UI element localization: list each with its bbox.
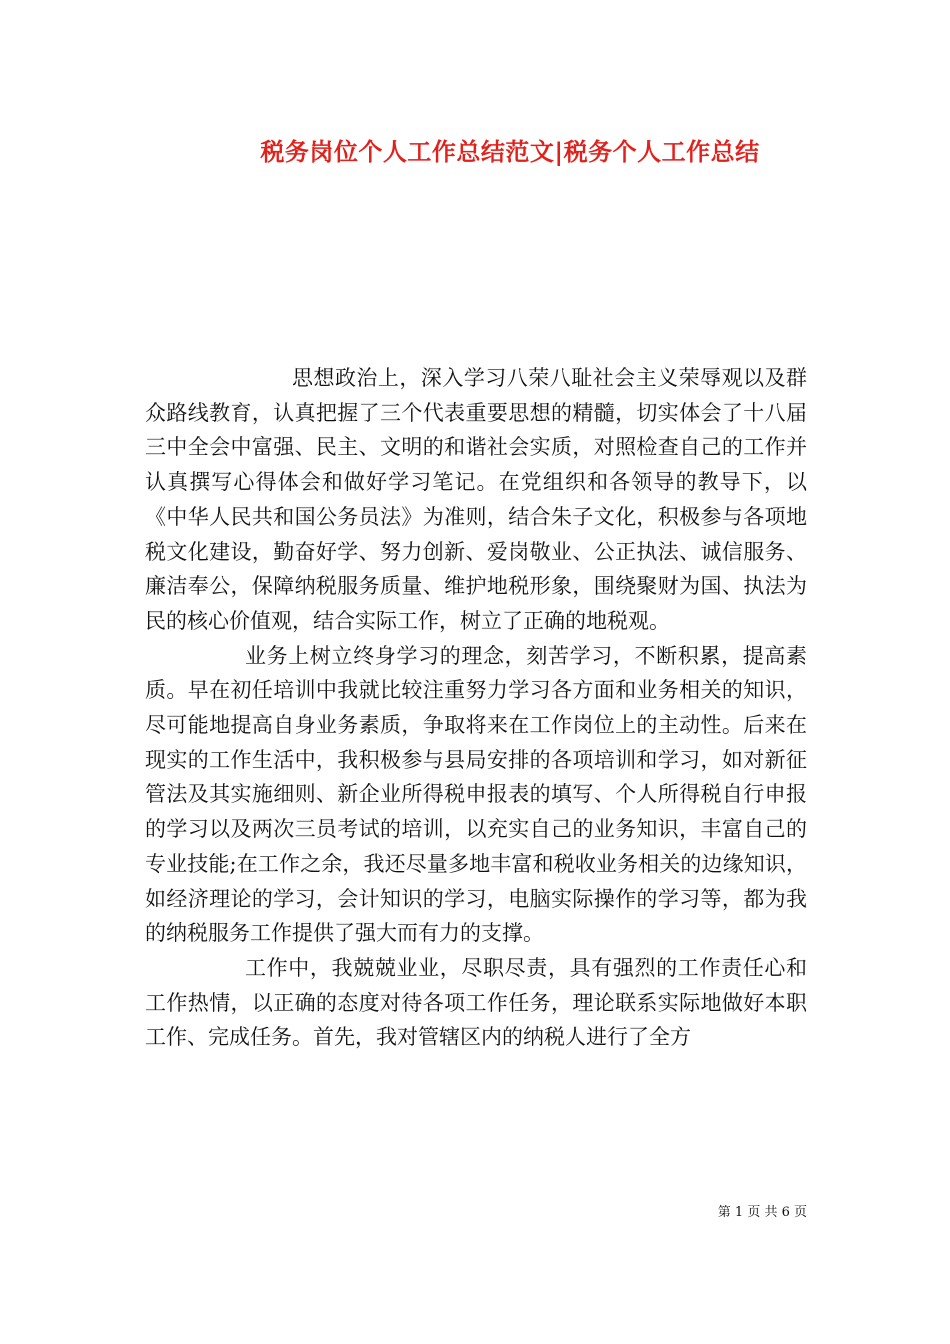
paragraph-political: 思想政治上，深入学习八荣八耻社会主义荣辱观以及群众路线教育，认真把握了三个代表重要思想的精髓，切实体会了十八届三中全会中富强、民主、文明的和谐社会实质，对照检查自己的工作并认真撰写心得体会和做好学习笔记。在党组织和各领导的教导下，以《中华人民共和国公务员法》为准则，结合朱子文化，积极参与各项地税文化建设，勤奋好学、努力创新、爱岗敬业、公正执法、诚信服务、廉洁奉公，保障纳税服务质量、维护地税形象，围绕聚财为国、执法为民的核心价值观，结合实际工作，树立了正确的地税观。 bbox=[145, 366, 807, 633]
page-number-footer: 第 1 页 共 6 页 bbox=[717, 1205, 807, 1220]
document-body bbox=[145, 361, 807, 1055]
paragraph-work: 工作中，我兢兢业业，尽职尽责，具有强烈的工作责任心和工作热情，以正确的态度对待各项工作任务，理论联系实际地做好本职工作、完成任务。首先，我对管辖区内的纳税人进行了全方 bbox=[145, 955, 807, 1050]
paragraph-business: 业务上树立终身学习的理念，刻苦学习，不断积累，提高素质。早在初任培训中我就比较注重努力学习各方面和业务相关的知识，尽可能地提高自身业务素质，争取将来在工作岗位上的主动性。后来在现实的工作生活中，我积极参与县局安排的各项培训和学习，如对新征管法及其实施细则、新企业所得税申报表的填写、个人所得税自行申报的学习以及两次三员考试的培训，以充实自己的业务知识，丰富自己的专业技能;在工作之余，我还尽量多地丰富和税收业务相关的边缘知识，如经济理论的学习，会计知识的学习，电脑实际操作的学习等，都为我的纳税服务工作提供了强大而有力的支撑。 bbox=[145, 643, 807, 946]
document-title: 税务岗位个人工作总结范文|税务个人工作总结 bbox=[260, 137, 760, 166]
